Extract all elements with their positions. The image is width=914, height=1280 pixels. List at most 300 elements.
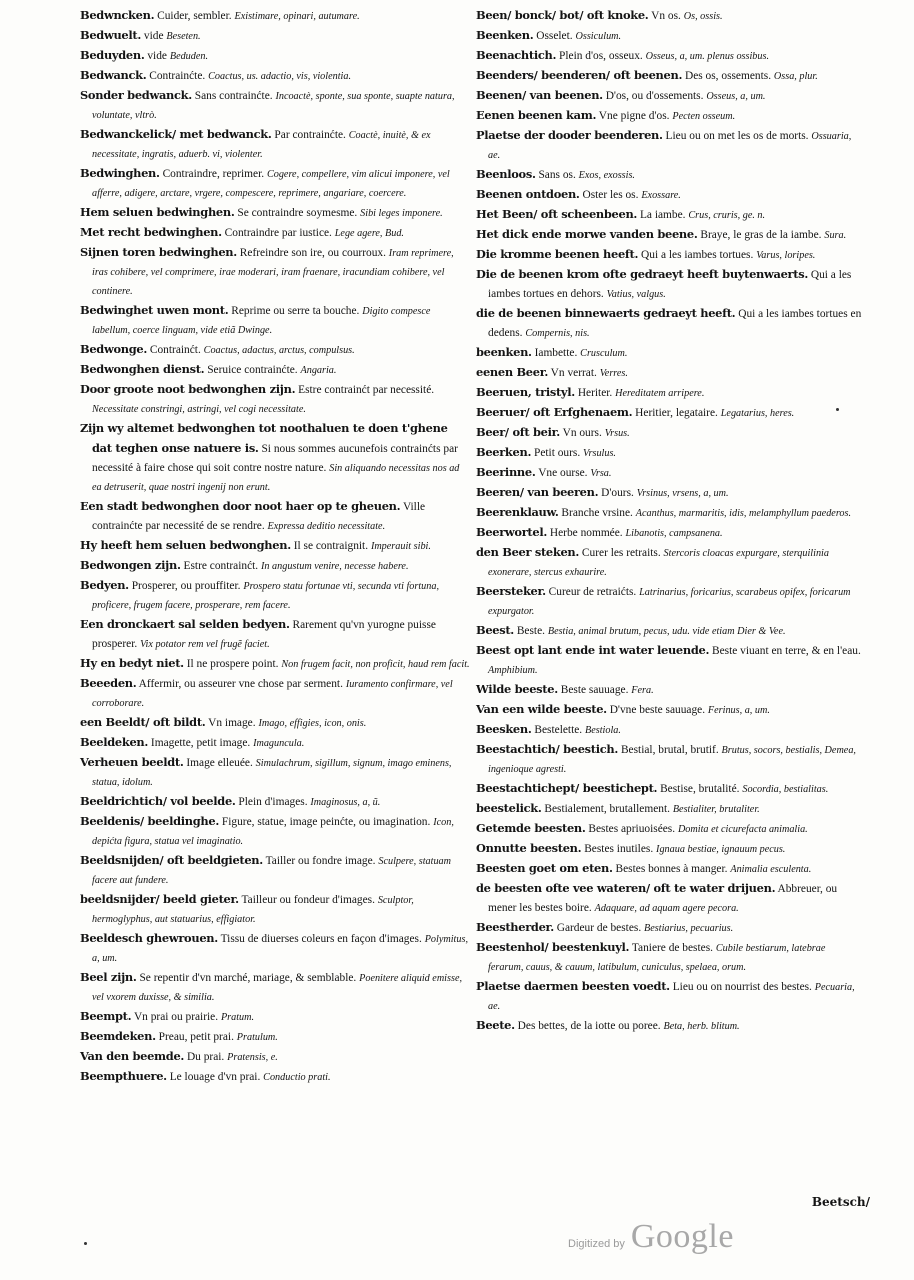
headword: Zijn wy altemet bedwonghen tot noothaluen te doen t'ghene dat teghen onse natuere is. (80, 421, 448, 455)
french-gloss: Image elleuée. (186, 757, 253, 769)
headword: Beempt. (80, 1009, 132, 1023)
latin-gloss: Icon, depićta figura, statua vel imaginatio. (92, 817, 454, 847)
headword: Beerwortel. (476, 525, 548, 539)
headword: Een dronckaert sal selden bedyen. (80, 617, 290, 631)
headword: Been/ bonck/ bot/ oft knoke. (476, 8, 649, 22)
latin-gloss: Animalia esculenta. (730, 864, 812, 875)
headword: Beenders/ beenderen/ oft beenen. (476, 68, 683, 82)
dictionary-entry (476, 423, 862, 443)
dictionary-entry (80, 753, 470, 792)
dictionary-entry (80, 615, 470, 654)
dictionary-entry (476, 503, 862, 523)
dictionary-entry (80, 851, 470, 890)
dictionary-entry (80, 243, 470, 301)
french-gloss: Des os, ossements. (684, 70, 772, 82)
latin-gloss: Imago, effigies, icon, onis. (258, 718, 367, 729)
french-gloss: Se repentir d'vn marché, mariage, & semblable. (139, 972, 357, 984)
dictionary-entry (476, 126, 862, 165)
headword: Beemdeken. (80, 1029, 156, 1043)
latin-gloss: Vrsa. (590, 468, 612, 479)
french-gloss: Bestes bonnes à manger. (615, 863, 728, 875)
headword: Beenken. (476, 28, 534, 42)
latin-gloss: Bestiarius, pecuarius. (644, 923, 734, 934)
french-gloss: Par contrainćte. (274, 129, 346, 141)
latin-gloss: Crusculum. (580, 348, 628, 359)
dictionary-entry (80, 929, 470, 968)
french-gloss: Qui a les iambes tortues. (641, 249, 754, 261)
latin-gloss: Imaguncula. (253, 738, 305, 749)
french-gloss: Contrainćte. (149, 70, 206, 82)
dictionary-entry (476, 403, 862, 423)
latin-gloss: Pratulum. (236, 1032, 278, 1043)
headword: Beerenklauw. (476, 505, 559, 519)
dictionary-entry (476, 265, 862, 304)
dictionary-entry (80, 576, 470, 615)
latin-gloss: Conductio prati. (263, 1072, 331, 1083)
latin-gloss: Angaria. (300, 365, 337, 376)
latin-gloss: Pecuaria, ae. (488, 982, 855, 1012)
dictionary-entry (80, 713, 470, 733)
latin-gloss: Ossuaria, ae. (488, 131, 852, 161)
french-gloss: Curer les retraits. (581, 547, 661, 559)
french-gloss: Iambette. (534, 347, 578, 359)
latin-gloss: Non frugem facit, non proficit, haud rem facit. (281, 659, 470, 670)
dictionary-entry (476, 859, 862, 879)
headword: Beenen/ van beenen. (476, 88, 603, 102)
french-gloss: vide (147, 50, 167, 62)
french-gloss: Vn ours. (562, 427, 602, 439)
french-gloss: Contraindre, reprimer. (162, 168, 265, 180)
dictionary-entry (80, 301, 470, 340)
french-gloss: Vne ourse. (538, 467, 588, 479)
latin-gloss: Amphibium. (488, 665, 538, 676)
dictionary-entry (476, 799, 862, 819)
dictionary-entry (80, 556, 470, 576)
headword: beestelick. (476, 801, 542, 815)
french-gloss: Refreindre son ire, ou courroux. (239, 247, 386, 259)
dictionary-entry (476, 363, 862, 383)
latin-gloss: Hereditatem arripere. (615, 388, 705, 399)
french-gloss: Il ne prospere point. (186, 658, 279, 670)
dictionary-entry (80, 419, 470, 497)
headword: Wilde beeste. (476, 682, 558, 696)
dictionary-entry (476, 740, 862, 779)
dictionary-entry (476, 443, 862, 463)
latin-gloss: Cubile bestiarum, latebrae ferarum, cauus, & cauum, latibulum, cuniculus, spelaea, orum. (488, 943, 826, 973)
headword: Hy en bedyt niet. (80, 656, 184, 670)
french-gloss: Bestise, brutalité. (660, 783, 740, 795)
french-gloss: Cureur de retraićts. (548, 586, 637, 598)
headword: Bedwinghet uwen mont. (80, 303, 229, 317)
headword: Beersteker. (476, 584, 546, 598)
latin-gloss: Sculptor, hermoglyphus, aut statuarius, effigiator. (92, 895, 414, 925)
french-gloss: Rarement qu'vn yurogne puisse prosperer. (92, 619, 436, 650)
latin-gloss: Sura. (824, 230, 847, 241)
dictionary-entry (80, 536, 470, 556)
french-gloss: Plein d'images. (238, 796, 308, 808)
headword: Beestenhol/ beestenkuyl. (476, 940, 630, 954)
french-gloss: Sans contrainćte. (194, 90, 273, 102)
french-gloss: Beste sauuage. (560, 684, 629, 696)
french-gloss: Lieu ou on nourrist des bestes. (672, 981, 812, 993)
latin-gloss: Simulachrum, sigillum, signum, imago eminens, statua, idolum. (92, 758, 452, 788)
latin-gloss: Adaquare, ad aquam agere pecora. (594, 903, 739, 914)
latin-gloss: Osseus, a, um. (706, 91, 766, 102)
latin-gloss: Varus, loripes. (756, 250, 816, 261)
french-gloss: Affermir, ou asseurer vne chose par serment. (138, 678, 343, 690)
latin-gloss: Vatius, valgus. (606, 289, 666, 300)
french-gloss: Oster les os. (582, 189, 639, 201)
french-gloss: Vn prai ou prairie. (133, 1011, 219, 1023)
dictionary-entry (80, 654, 470, 674)
dictionary-entry (476, 543, 862, 582)
french-gloss: Reprime ou serre ta bouche. (231, 305, 360, 317)
french-gloss: D'vne beste sauuage. (609, 704, 706, 716)
dictionary-entry (476, 165, 862, 185)
french-gloss: Bestes apriuoisées. (588, 823, 676, 835)
left-column (80, 6, 470, 1087)
latin-gloss: Exos, exossis. (578, 170, 635, 181)
headword: Bedwuelt. (80, 28, 142, 42)
dictionary-entry (476, 46, 862, 66)
french-gloss: Vn verrat. (550, 367, 597, 379)
headword: Eenen beenen kam. (476, 108, 597, 122)
french-gloss: Bestial, brutal, brutif. (620, 744, 719, 756)
headword: Bedwonge. (80, 342, 148, 356)
french-gloss: Seruice contrainćte. (207, 364, 298, 376)
dictionary-entry (80, 1047, 470, 1067)
dictionary-entry (476, 26, 862, 46)
dictionary-entry (476, 66, 862, 86)
headword: Hem seluen bedwinghen. (80, 205, 235, 219)
dictionary-entry (80, 203, 470, 223)
dictionary-entry (476, 6, 862, 26)
latin-gloss: Coactus, adactus, arctus, compulsus. (203, 345, 355, 356)
latin-gloss: Poenitere aliquid emisse, vel vxorem duxisse, & similia. (92, 973, 463, 1003)
headword: beeldsnijder/ beeld gieter. (80, 892, 239, 906)
right-column (476, 6, 862, 1036)
french-gloss: Se contraindre soymesme. (237, 207, 358, 219)
dictionary-entry (80, 6, 470, 26)
latin-gloss: Crus, cruris, ge. n. (688, 210, 766, 221)
dictionary-entry (476, 86, 862, 106)
latin-gloss: Pratensis, e. (227, 1052, 278, 1063)
headword: Beenloos. (476, 167, 536, 181)
french-gloss: Braye, le gras de la iambe. (700, 229, 822, 241)
french-gloss: Estre contrainćt. (183, 560, 259, 572)
latin-gloss: Ossiculum. (575, 31, 622, 42)
digitized-by-label: Digitized by (568, 1238, 625, 1250)
french-gloss: Gardeur de bestes. (556, 922, 642, 934)
headword: Bedwanck. (80, 68, 147, 82)
french-gloss: Preau, petit prai. (158, 1031, 234, 1043)
french-gloss: Tissu de diuerses coleurs en façon d'images. (220, 933, 422, 945)
latin-gloss: Brutus, socors, bestialis, Demea, ingenioque agresti. (488, 745, 856, 775)
french-gloss: Qui a les iambes tortues en dehors. (488, 269, 852, 300)
dictionary-entry (476, 1016, 862, 1036)
catchword: Beetsch/ (811, 1195, 870, 1209)
latin-gloss: Socordia, bestialitas. (742, 784, 829, 795)
french-gloss: Beste. (516, 625, 545, 637)
headword: Bedwonghen dienst. (80, 362, 205, 376)
headword: Beestachtich/ beestich. (476, 742, 619, 756)
dictionary-entry (476, 700, 862, 720)
french-gloss: Tailleur ou fondeur d'images. (241, 894, 375, 906)
french-gloss: Vn image. (208, 717, 256, 729)
dictionary-entry (476, 463, 862, 483)
latin-gloss: Beta, herb. blitum. (663, 1021, 740, 1032)
dictionary-entry (80, 792, 470, 812)
dictionary-entry (80, 674, 470, 713)
latin-gloss: Vix potator rem vel frugẽ faciet. (140, 639, 270, 650)
latin-gloss: Prospero statu fortunae vti, secunda vti fortuna, proficere, frugem facere, prosperare, rem facere. (92, 581, 439, 611)
french-gloss: Abbreuer, ou mener les bestes boire. (488, 883, 838, 914)
latin-gloss: Sin aliquando necessitas nos ad ea detruserit, quae nostri ingenij non erunt. (92, 463, 460, 493)
headword: Van een wilde beeste. (476, 702, 607, 716)
headword: Getemde beesten. (476, 821, 586, 835)
french-gloss: Vne pigne d'os. (598, 110, 670, 122)
french-gloss: Osselet. (536, 30, 573, 42)
headword: Beenachtich. (476, 48, 557, 62)
headword: Beestherder. (476, 920, 554, 934)
dictionary-entry (476, 582, 862, 621)
headword: Beesten goet om eten. (476, 861, 613, 875)
dictionary-entry (80, 360, 470, 380)
dictionary-entry (80, 46, 470, 66)
french-gloss: Tailler ou fondre image. (265, 855, 376, 867)
french-gloss: Vn os. (651, 10, 681, 22)
headword: Verheuen beeldt. (80, 755, 184, 769)
headword: Beeren/ van beeren. (476, 485, 599, 499)
french-gloss: D'ours. (601, 487, 634, 499)
french-gloss: Estre contrainćt par necessité. (298, 384, 435, 396)
dictionary-entry (80, 733, 470, 753)
headword: Die de beenen krom ofte gedraeyt heeft buytenwaerts. (476, 267, 808, 281)
latin-gloss: Ossa, plur. (773, 71, 818, 82)
dictionary-entry (80, 1027, 470, 1047)
headword: Beer/ oft beir. (476, 425, 560, 439)
latin-gloss: Lege agere, Bud. (334, 228, 404, 239)
french-gloss: Le louage d'vn prai. (169, 1071, 261, 1083)
latin-gloss: Coactè, inuitè, & ex necessitate, ingratis, aduerb. vi, violenter. (92, 130, 431, 160)
latin-gloss: Coactus, us. adactio, vis, violentia. (208, 71, 352, 82)
latin-gloss: Vrsulus. (583, 448, 616, 459)
latin-gloss: Compernis, nis. (525, 328, 590, 339)
latin-gloss: Iuramento confirmare, vel corroborare. (92, 679, 453, 709)
headword: Door groote noot bedwonghen zijn. (80, 382, 296, 396)
dictionary-entry (476, 938, 862, 977)
headword: Die kromme beenen heeft. (476, 247, 639, 261)
latin-gloss: Bestiola. (585, 725, 621, 736)
dictionary-entry (476, 621, 862, 641)
headword: Van den beemde. (80, 1049, 185, 1063)
french-gloss: Contraindre par iustice. (224, 227, 332, 239)
headword: Onnutte beesten. (476, 841, 582, 855)
headword: Beempthuere. (80, 1069, 167, 1083)
dictionary-entry (476, 106, 862, 126)
headword: Bedwncken. (80, 8, 155, 22)
french-gloss: Beste viuant en terre, & en l'eau. (712, 645, 861, 657)
latin-gloss: Verres. (599, 368, 628, 379)
digitization-footer (568, 1218, 734, 1256)
latin-gloss: Beduden. (169, 51, 209, 62)
headword: die de beenen binnewaerts gedraeyt heeft. (476, 306, 736, 320)
headword: Beest. (476, 623, 514, 637)
latin-gloss: Imperauit sibi. (370, 541, 431, 552)
french-gloss: Branche vrsine. (561, 507, 633, 519)
french-gloss: D'os, ou d'ossements. (605, 90, 704, 102)
latin-gloss: Imaginosus, a, ũ. (310, 797, 381, 808)
dictionary-entry (476, 641, 862, 680)
headword: Het Been/ oft scheenbeen. (476, 207, 638, 221)
french-gloss: Il se contraignit. (293, 540, 369, 552)
french-gloss: Taniere de bestes. (631, 942, 713, 954)
dictionary-entry (476, 680, 862, 700)
french-gloss: Prosperer, ou prouffiter. (131, 580, 241, 592)
dictionary-entry (80, 164, 470, 203)
latin-gloss: Fera. (631, 685, 654, 696)
dictionary-entry (476, 343, 862, 363)
french-gloss: Contrainćt. (149, 344, 201, 356)
latin-gloss: Bestialiter, brutaliter. (672, 804, 760, 815)
french-gloss: Du prai. (186, 1051, 225, 1063)
dictionary-entry (476, 483, 862, 503)
ink-speck (836, 408, 839, 411)
dictionary-entry (80, 812, 470, 851)
google-logo: Google (630, 1218, 734, 1255)
dictionary-entry (80, 66, 470, 86)
latin-gloss: Ignaua bestiae, ignauum pecus. (656, 844, 786, 855)
headword: Beeldsnijden/ oft beeldgieten. (80, 853, 263, 867)
dictionary-entry (80, 968, 470, 1007)
latin-gloss: Cogere, compellere, vim alicui imponere, vel afferre, adigere, arctare, vrgere, compescere, reprimere, angariare, coercere. (92, 169, 450, 199)
dictionary-entry (476, 839, 862, 859)
latin-gloss: Vrsinus, vrsens, a, um. (636, 488, 729, 499)
headword: Beerken. (476, 445, 532, 459)
dictionary-entry (476, 185, 862, 205)
latin-gloss: Vrsus. (604, 428, 630, 439)
latin-gloss: Stercoris cloacas expurgare, sterquilinia exonerare, stercus exhaurire. (488, 548, 829, 578)
headword: Beel zijn. (80, 970, 137, 984)
headword: Sonder bedwanck. (80, 88, 192, 102)
latin-gloss: Iram reprimere, iras cohibere, vel comprimere, irae moderari, iram fraenare, iracundiam cohibere, vel continere. (92, 248, 454, 297)
latin-gloss: Polymitus, a, um. (92, 934, 468, 964)
french-gloss: Des bettes, de la iotte ou poree. (517, 1020, 661, 1032)
dictionary-entry (80, 340, 470, 360)
french-gloss: Qui a les iambes tortues en dedens. (488, 308, 862, 339)
headword: de beesten ofte vee wateren/ oft te water drijuen. (476, 881, 776, 895)
dictionary-entry (476, 205, 862, 225)
headword: een Beeldt/ oft bildt. (80, 715, 206, 729)
french-gloss: Plein d'os, osseux. (559, 50, 643, 62)
latin-gloss: Existimare, opinari, autumare. (234, 11, 360, 22)
latin-gloss: Pratum. (220, 1012, 255, 1023)
dictionary-entry (476, 879, 862, 918)
latin-gloss: Sibi leges imponere. (360, 208, 443, 219)
headword: beenken. (476, 345, 532, 359)
french-gloss: Sans os. (538, 169, 576, 181)
french-gloss: Si nous sommes aucunefois contrainćts par necessité à faire chose qui soit contre nostre nature. (92, 443, 458, 474)
headword: Bedwanckelick/ met bedwanck. (80, 127, 272, 141)
headword: Beeruer/ oft Erfghenaem. (476, 405, 633, 419)
headword: Sijnen toren bedwinghen. (80, 245, 237, 259)
headword: Beeeden. (80, 676, 137, 690)
french-gloss: Bestelette. (534, 724, 583, 736)
headword: Beerinne. (476, 465, 536, 479)
french-gloss: Cuider, sembler. (157, 10, 232, 22)
french-gloss: Herbe nommée. (549, 527, 623, 539)
dictionary-entry (80, 125, 470, 164)
latin-gloss: Legatarius, heres. (720, 408, 795, 419)
french-gloss: Ville contrainćte par necessité de se rendre. (92, 501, 426, 532)
headword: Bedwongen zijn. (80, 558, 181, 572)
headword: Plaetse daermen beesten voedt. (476, 979, 670, 993)
latin-gloss: Os, ossis. (683, 11, 723, 22)
french-gloss: Heritier, legataire. (635, 407, 718, 419)
latin-gloss: Beseten. (166, 31, 201, 42)
ink-speck (84, 1242, 87, 1245)
dictionary-entry (476, 720, 862, 740)
dictionary-entry (80, 86, 470, 125)
dictionary-entry (476, 245, 862, 265)
latin-gloss: Acanthus, marmaritis, idis, melamphyllum paederos. (635, 508, 852, 519)
headword: Plaetse der dooder beenderen. (476, 128, 663, 142)
dictionary-entry (80, 1067, 470, 1087)
headword: Beeldenis/ beeldinghe. (80, 814, 220, 828)
dictionary-entry (80, 497, 470, 536)
latin-gloss: Libanotis, campsanena. (625, 528, 723, 539)
headword: Met recht bedwinghen. (80, 225, 222, 239)
latin-gloss: Pecten osseum. (672, 111, 736, 122)
latin-gloss: Domita et cicurefacta animalia. (677, 824, 808, 835)
headword: Bedyen. (80, 578, 129, 592)
french-gloss: vide (143, 30, 164, 42)
french-gloss: Figure, statue, image peinćte, ou imagination. (221, 816, 431, 828)
dictionary-entry (476, 523, 862, 543)
headword: Beest opt lant ende int water leuende. (476, 643, 710, 657)
dictionary-entry (476, 225, 862, 245)
latin-gloss: Incoactè, sponte, sua sponte, suapte natura, voluntate, vltrò. (92, 91, 455, 121)
latin-gloss: Ferinus, a, um. (707, 705, 770, 716)
latin-gloss: In angustum venire, necesse habere. (261, 561, 409, 572)
latin-gloss: Necessitate constringi, astringi, vel cogi necessitate. (92, 404, 306, 415)
dictionary-entry (476, 383, 862, 403)
dictionary-entry (80, 223, 470, 243)
headword: Beete. (476, 1018, 515, 1032)
french-gloss: La iambe. (639, 209, 686, 221)
headword: Beeldesch ghewrouen. (80, 931, 218, 945)
dictionary-entry (80, 890, 470, 929)
dictionary-entry (476, 918, 862, 938)
headword: Hy heeft hem seluen bedwonghen. (80, 538, 291, 552)
headword: Het dick ende morwe vanden beene. (476, 227, 698, 241)
headword: Beeruen, tristyl. (476, 385, 575, 399)
latin-gloss: Latrinarius, foricarius, scarabeus opifex, foricarum expurgator. (488, 587, 851, 617)
latin-gloss: Sculpere, statuam facere aut fundere. (92, 856, 451, 886)
french-gloss: Bestes inutiles. (584, 843, 654, 855)
dictionary-entry (80, 26, 470, 46)
headword: Bedwinghen. (80, 166, 160, 180)
french-gloss: Bestialement, brutallement. (544, 803, 670, 815)
headword: Beestachtichept/ beestichept. (476, 781, 658, 795)
latin-gloss: Digito compesce labellum, coerce linguam, vide etiã Dwinge. (92, 306, 431, 336)
headword: Beeldeken. (80, 735, 149, 749)
dictionary-entry (476, 304, 862, 343)
dictionary-entry (476, 819, 862, 839)
french-gloss: Heriter. (577, 387, 613, 399)
french-gloss: Petit ours. (533, 447, 581, 459)
latin-gloss: Osseus, a, um. plenus ossibus. (645, 51, 769, 62)
